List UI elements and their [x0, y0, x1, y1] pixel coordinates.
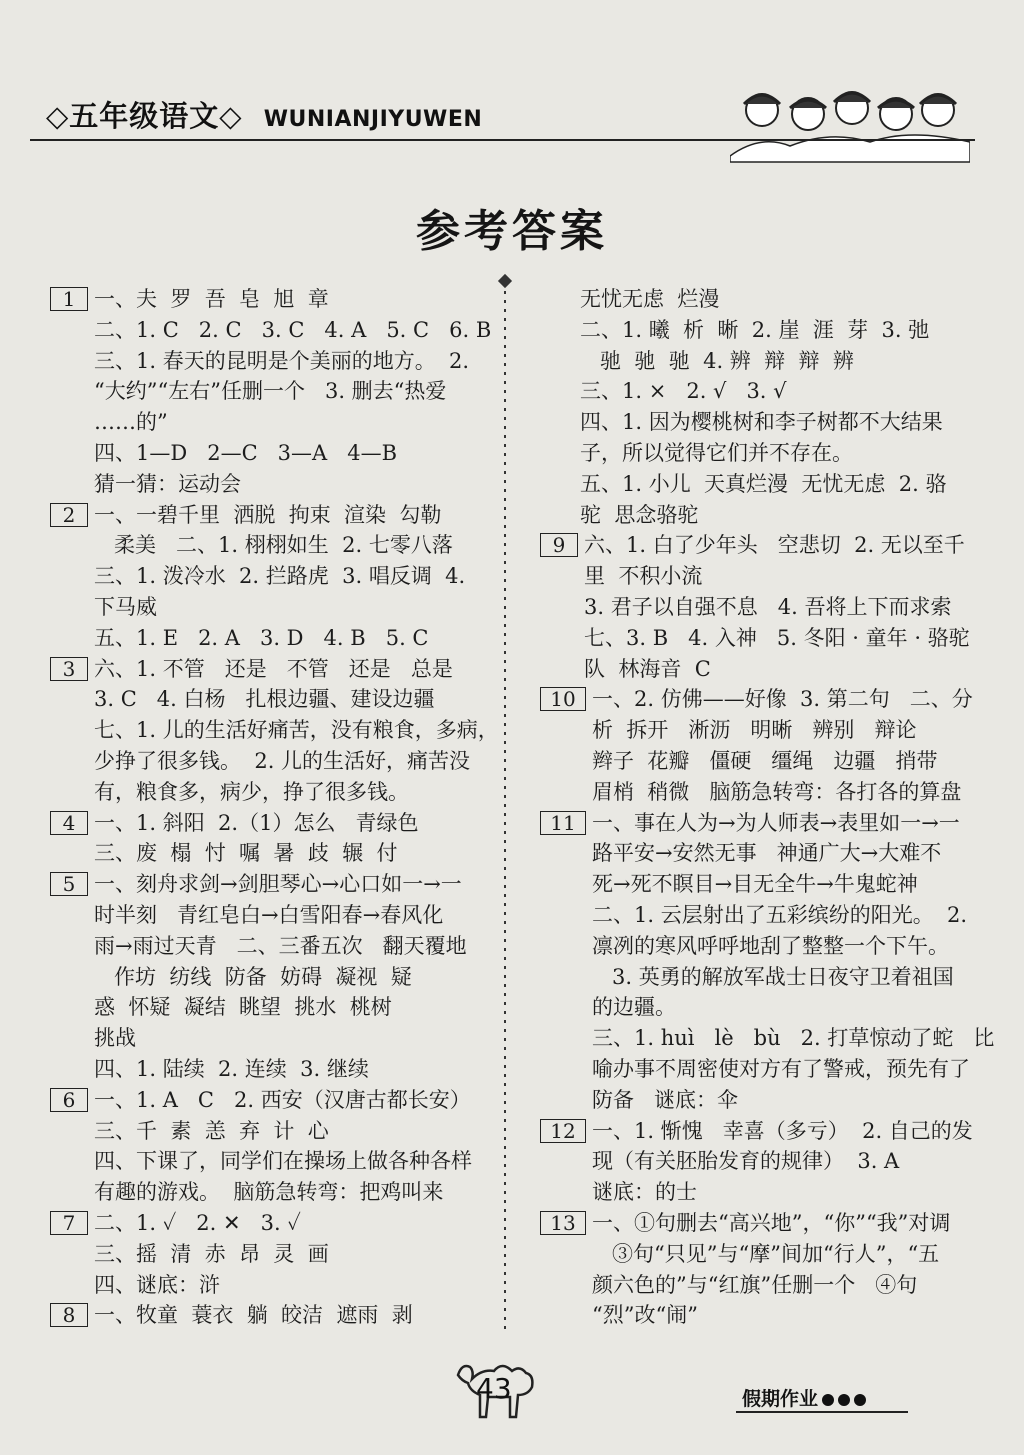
answer-section — [50, 1300, 480, 1331]
answers-left-column — [50, 284, 499, 1331]
answer-line: 防备 谜底：伞 — [592, 1087, 739, 1112]
answer-line: 一、①句删去“高兴地”，“你”“我”对调 — [592, 1210, 951, 1235]
answer-line: 四、1—D 2—C 3—A 4—B — [94, 440, 398, 465]
answer-line: 三、千 素 恙 弃 计 心 — [94, 1118, 329, 1143]
answer-line: 里 不积小流 — [584, 564, 703, 589]
answer-line: 三、1. × 2. √ 3. √ — [580, 379, 787, 404]
answer-line: 三、废 榻 忖 嘱 暑 歧 辗 付 — [94, 841, 398, 866]
section-number: 11 — [540, 811, 586, 835]
answer-line: 3. 英勇的解放军战士日夜守卫着祖国 — [592, 964, 954, 989]
answer-line: ③句“只见”与“摩”间加“行人”，“五 — [592, 1241, 940, 1266]
section-number: 8 — [50, 1303, 88, 1327]
answer-line: 3. 君子以自强不息 4. 吾将上下而求索 — [584, 594, 952, 619]
answer-line: 凛冽的寒风呼呼地刮了整整一个下午。 — [592, 933, 949, 958]
answer-line: “烈”改“闹” — [592, 1303, 698, 1328]
answer-line: 五、1. 小儿 天真烂漫 无忧无虑 2. 骆 — [580, 471, 947, 496]
answer-section — [50, 1085, 480, 1208]
section-number: 5 — [50, 872, 88, 896]
answer-line: 六、1. 白了少年头 空悲切 2. 无以至千 — [584, 533, 965, 558]
answer-line: “大约”“左右”任删一个 3. 删去“热爱 — [94, 379, 447, 404]
answer-line: 七、3. B 4. 入神 5. 冬阳 · 童年 · 骆驼 — [584, 625, 970, 650]
answer-line: 一、夫 罗 吾 皂 旭 章 — [94, 287, 329, 311]
answer-line: 四、1. 因为樱桃树和李子树都不大结果 — [580, 410, 943, 435]
dot-icon — [838, 1394, 850, 1406]
answer-line: 三、1. 春天的昆明是个美丽的地方。 2. — [94, 348, 470, 373]
footer-rule — [736, 1411, 908, 1413]
answer-section — [540, 284, 970, 530]
answer-line: 析 拆开 淅沥 明晰 辨别 辩论 — [592, 718, 917, 743]
answer-line: 二、1. ✓ 2. ✕ 3. ✓ — [94, 1210, 301, 1235]
dot-icon — [854, 1394, 866, 1406]
answer-line: 三、摇 清 赤 昂 灵 画 — [94, 1241, 329, 1266]
section-number: 6 — [50, 1088, 88, 1112]
answer-line: 驰 驰 驰 4. 辨 辩 辩 辨 — [580, 348, 854, 373]
section-number: 4 — [50, 811, 88, 835]
answer-section — [50, 1208, 480, 1300]
answers-right-column — [540, 284, 995, 1331]
answer-section — [540, 1208, 970, 1331]
answer-line: 柔美 二、1. 栩栩如生 2. 七零八落 — [94, 533, 453, 558]
answer-line: 四、下课了，同学们在操场上做各种各样 — [94, 1149, 472, 1174]
answer-line: 一、事在人为→为人师表→表里如一→一 — [592, 810, 960, 835]
answer-section — [540, 530, 970, 684]
answer-line: 三、1. huì lè bù 2. 打草惊动了蛇 比 — [592, 1026, 995, 1051]
answer-section — [50, 284, 492, 500]
section-number: 13 — [540, 1211, 586, 1235]
answer-line: 七、1. 儿的生活好痛苦，没有粮食，多病， — [94, 718, 499, 743]
footer-label — [742, 1384, 866, 1411]
answer-line: 猜一猜：运动会 — [94, 471, 241, 496]
header-rule — [30, 139, 975, 141]
answer-section — [540, 684, 973, 807]
answer-line: 一、2. 仿佛——好像 3. 第二句 二、分 — [592, 687, 973, 712]
section-number: 9 — [540, 533, 578, 557]
answer-section — [50, 869, 480, 1085]
cartoon-children-illustration — [730, 82, 970, 164]
answer-line: 三、1. 泼冷水 2. 拦路虎 3. 唱反调 4. — [94, 564, 466, 589]
header-title-text: ◇五年级语文◇ — [46, 99, 243, 133]
answer-line: 驼 思念骆驼 — [580, 502, 699, 527]
answer-section — [50, 808, 480, 870]
answer-line: 作坊 纺线 防备 妨碍 凝视 疑 — [94, 964, 412, 989]
answer-line: 有，粮食多，病少，挣了很多钱。 — [94, 779, 409, 804]
answer-line: 六、1. 不管 还是 不管 还是 总是 — [94, 656, 453, 681]
answer-line: 惑 怀疑 凝结 眺望 挑水 桃树 — [94, 995, 392, 1020]
section-number: 10 — [540, 687, 586, 711]
page-title: 参考答案 — [416, 206, 608, 257]
section-number: 3 — [50, 657, 88, 681]
answer-section — [50, 654, 499, 808]
answer-line: 死→死不瞑目→目无全牛→牛鬼蛇神 — [592, 872, 918, 897]
answer-section — [50, 500, 480, 654]
answer-section — [540, 1116, 973, 1208]
answer-line: 一、1. 惭愧 幸喜（多亏） 2. 自己的发 — [592, 1118, 973, 1143]
answer-line: 下马威 — [94, 594, 157, 619]
dot-icon — [822, 1394, 834, 1406]
answer-line: 二、1. 云层射出了五彩缤纷的阳光。 2. — [592, 902, 968, 927]
answer-line: 队 林海音 C — [584, 656, 711, 681]
answer-line: 子，所以觉得它们并不存在。 — [580, 440, 853, 465]
answer-line: 喻办事不周密使对方有了警戒，预先有了 — [592, 1056, 970, 1081]
answer-line: 一、牧童 蓑衣 躺 皎洁 遮雨 剥 — [94, 1303, 413, 1328]
answer-line: 五、1. E 2. A 3. D 4. B 5. C — [94, 625, 429, 650]
answer-line: 3. C 4. 白杨 扎根边疆、建设边疆 — [94, 687, 435, 712]
answer-line: 有趣的游戏。 脑筋急转弯：把鸡叫来 — [94, 1180, 444, 1205]
section-number: 12 — [540, 1119, 586, 1143]
header-subtitle: WUNIANJIYUWEN — [263, 107, 483, 132]
answer-line: 谜底：的士 — [592, 1180, 697, 1205]
answer-line: 一、刻舟求剑→剑胆琴心→心口如一→一 — [94, 872, 462, 897]
answer-line: 雨→雨过天青 二、三番五次 翻天覆地 — [94, 933, 467, 958]
answer-line: 一、1. A C 2. 西安（汉唐古都长安） — [94, 1087, 471, 1112]
answer-line: 一、一碧千里 洒脱 拘束 渲染 勾勒 — [94, 502, 442, 527]
answer-line: 路平安→安然无事 神通广大→大难不 — [592, 841, 942, 866]
answer-line: 辫子 花瓣 僵硬 缰绳 边疆 捎带 — [592, 748, 938, 773]
answer-line: 的边疆。 — [592, 995, 676, 1020]
page-number: 43 — [476, 1372, 512, 1405]
answer-line: 挑战 — [94, 1026, 136, 1051]
answer-line: 眉梢 稍微 脑筋急转弯：各打各的算盘 — [592, 779, 962, 804]
answer-line: 时半刻 青红皂白→白雪阳春→春风化 — [94, 902, 444, 927]
answer-line: 少挣了很多钱。 2. 儿的生活好，痛苦没 — [94, 748, 471, 773]
answer-line: 颜六色的”与“红旗”任删一个 ④句 — [592, 1272, 918, 1297]
section-number: 2 — [50, 503, 88, 527]
answer-line: 无忧无虑 烂漫 — [580, 287, 720, 311]
answer-line: 四、1. 陆续 2. 连续 3. 继续 — [94, 1056, 369, 1081]
footer-label-text: 假期作业 — [742, 1388, 819, 1410]
answer-line: 一、1. 斜阳 2.（1）怎么 青绿色 — [94, 810, 419, 835]
answer-line: 现（有关胚胎发育的规律） 3. A — [592, 1149, 900, 1174]
answer-line: ……的” — [94, 410, 168, 435]
answer-line: 二、1. C 2. C 3. C 4. A 5. C 6. B — [94, 317, 492, 342]
section-number: 1 — [50, 287, 88, 311]
section-number: 7 — [50, 1211, 88, 1235]
column-divider — [504, 282, 506, 1332]
answer-line: 二、1. 曦 析 晰 2. 崖 涯 芽 3. 弛 — [580, 317, 930, 342]
answer-line: 四、谜底：浒 — [94, 1272, 220, 1297]
answer-section — [540, 808, 995, 1116]
header-title — [46, 94, 482, 135]
